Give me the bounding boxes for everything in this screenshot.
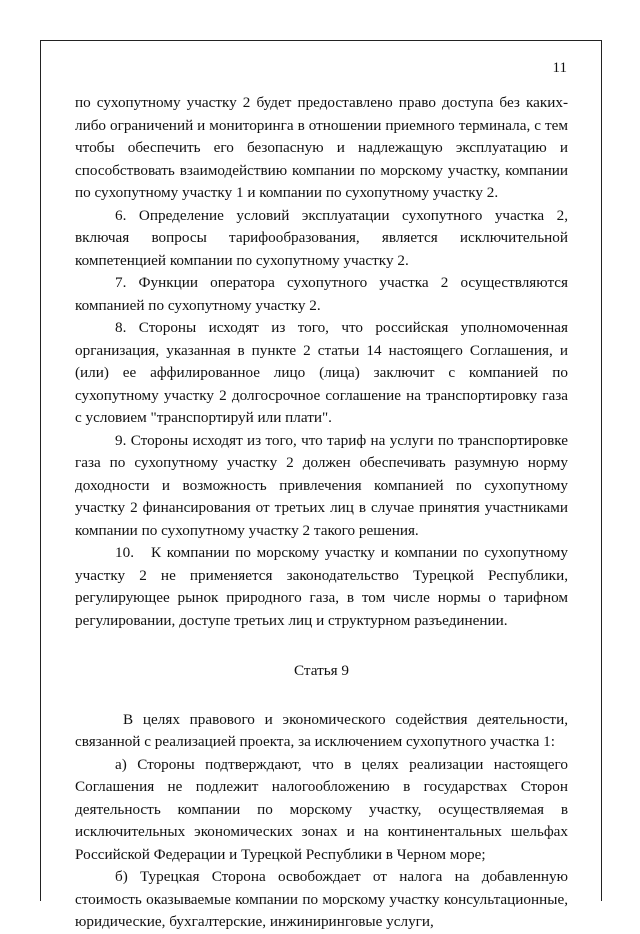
paragraph-6: 6. Определение условий эксплуатации сухопутного участка 2, включая вопросы тарифообразования, является исключительной компетенцией компании по сухопутному участку 2. — [75, 206, 568, 269]
paragraph-continuation: по сухопутному участку 2 будет предоставлено право доступа без каких-либо ограничений и мониторинга в отношении приемного терминала, с тем чтобы обеспечить его безопасную и надлежащую эксплуатацию и способствовать взаимодействию компании по морскому участку, компании по сухопутному участку 1 и компании по сухопутному участку 2. — [75, 94, 568, 201]
article-intro: В целях правового и экономического содействия деятельности, связанной с реализацией проекта, за исключением сухопутного участка 1: — [75, 710, 568, 750]
page-number: 11 — [552, 60, 567, 76]
paragraph-9: 9. Стороны исходят из того, что тариф на услуги по транспортировке газа по сухопутному участку 2 должен обеспечивать разумную норму доходности и возможность привлечения компанией по сухопутному участку 2 финансирования от третьих лиц в случае принятия участниками компании по сухопутному участку 2 такого решения. — [75, 431, 568, 539]
paragraph-7: 7. Функции оператора сухопутного участка 2 осуществляются компанией по сухопутному участку 2. — [75, 274, 568, 314]
paragraph-10: 10. К компании по морскому участку и компании по сухопутному участку 2 не применяется законодательство Турецкой Республики, регулирующее рынок природного газа, в том числе нормы о тарифном регулировании, доступе третьих лиц и структурном разъединении. — [75, 544, 572, 629]
document-body — [75, 92, 572, 934]
article-heading: Статья 9 — [293, 662, 350, 679]
article-item-b: б) Турецкая Сторона освобождает от налога на добавленную стоимость оказываемые компании по морскому участку консультационные, юридические, бухгалтерские, инжиниринговые услуги, — [75, 868, 568, 930]
article-item-a: а) Стороны подтверждают, что в целях реализации настоящего Соглашения не подлежит налогообложению в государствах Сторон деятельность компании по морскому участку, осуществляемая в исключительных экономических зонах и на континентальных шельфах Российской Федерации и Турецкой Республики в Черном море; — [75, 755, 568, 863]
paragraph-8: 8. Стороны исходят из того, что российская уполномоченная организация, указанная в пункте 2 статьи 14 настоящего Соглашения, и (или) ее аффилированное лицо (лица) заключит с компанией по сухопутному участку 2 долгосрочное соглашение на транспортировку газа с условием "транспортируй или плати". — [75, 319, 568, 426]
